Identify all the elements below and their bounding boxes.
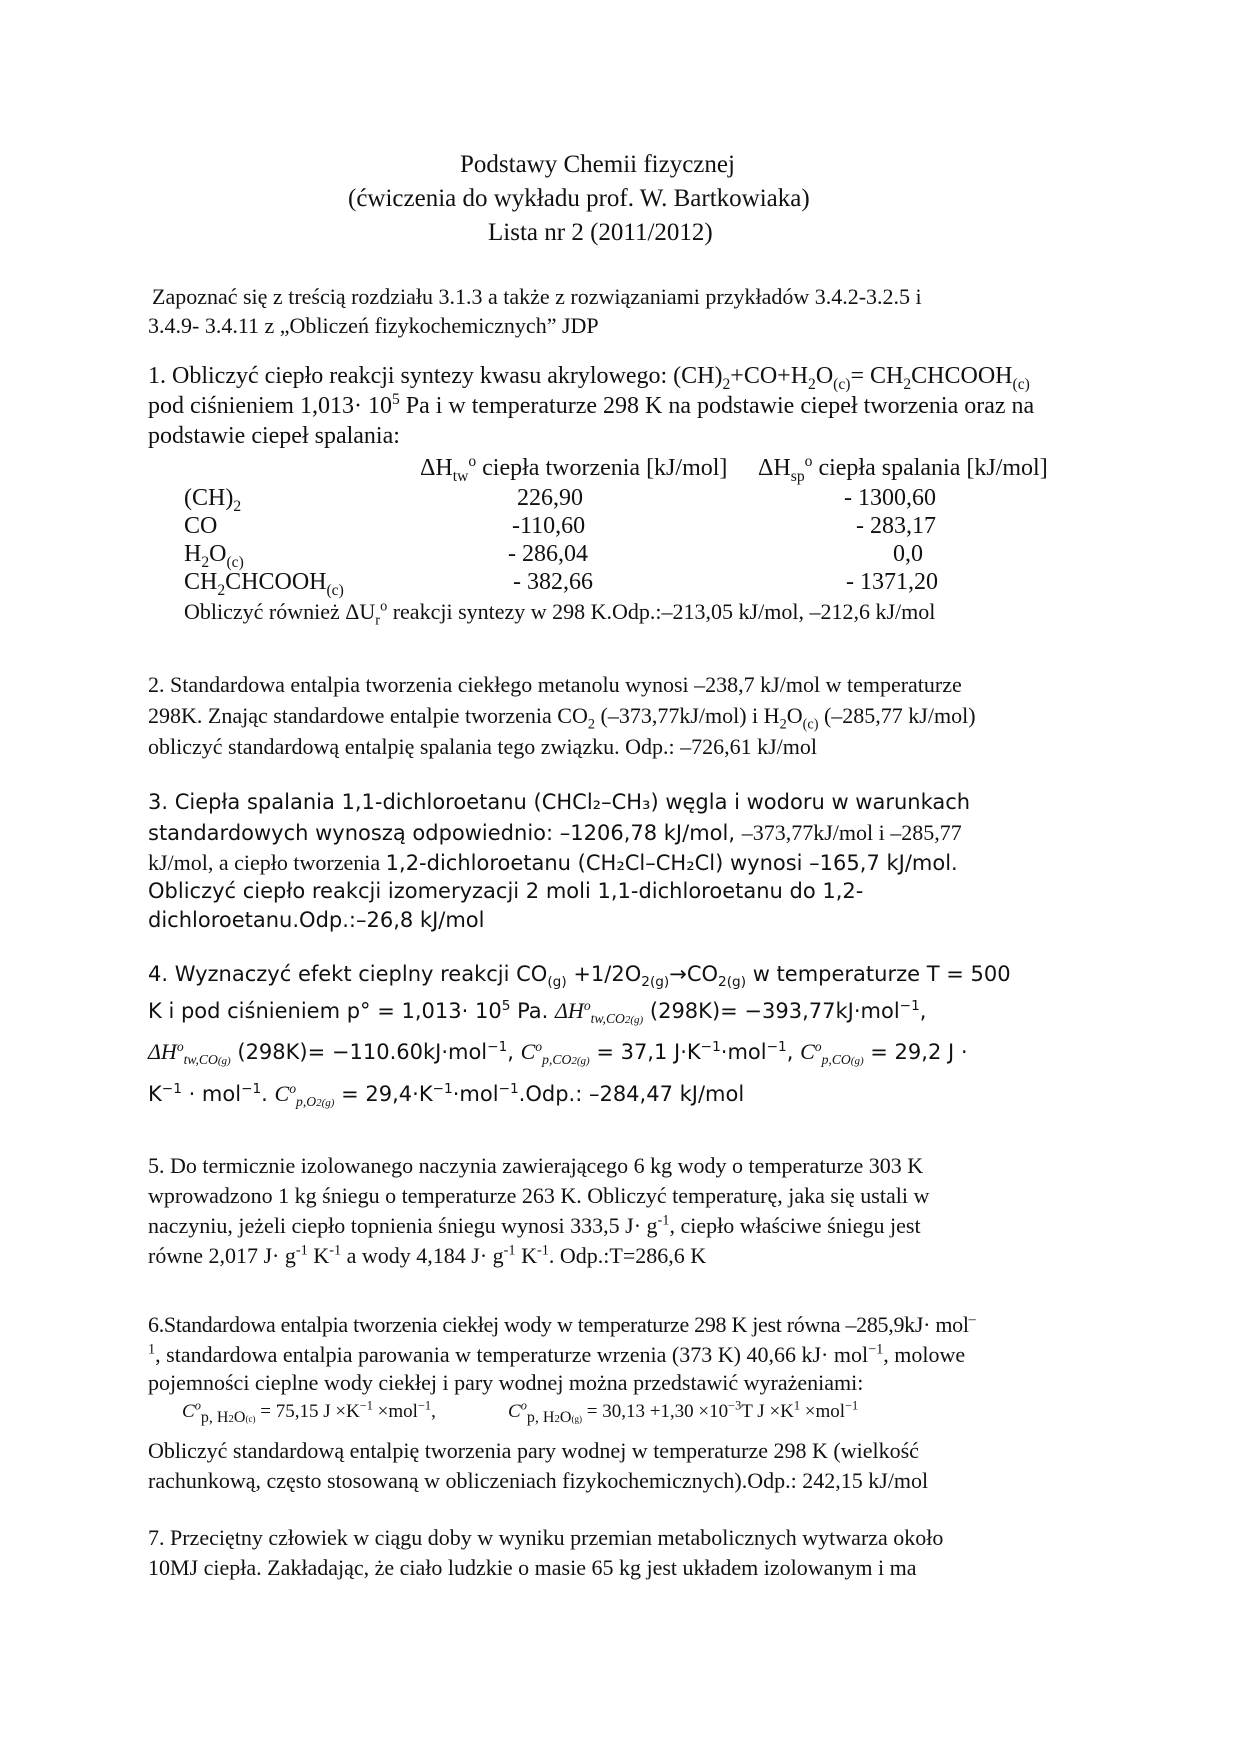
problem-4-line-1: 4. Wyznaczyć efekt cieplny reakcji $CO_{(g)} +1/2O_{2(g)}\to CO_{2(g)}$ w temperaturze T = 500 — [148, 962, 1011, 991]
problem-6-line-4: Obliczyć standardową entalpię tworzenia pary wodnej w temperaturze 298 K (wielkość — [148, 1438, 919, 1463]
problem-6-line-3: pojemności cieplne wody ciekłej i pary wodnej można przedstawić wyrażeniami: — [148, 1370, 864, 1395]
table-row-sp: - 283,17 — [856, 513, 936, 539]
problem-2-line-3: obliczyć standardową entalpię spalania tego związku. Odp.: –726,61 kJ/mol — [148, 734, 817, 759]
table-row-name: $H_2O_{(c)}$ — [184, 541, 244, 571]
title-line-2: (ćwiczenia do wykładu prof. W. Bartkowiaka) — [348, 185, 810, 212]
title-line-1: Podstawy Chemii fizycznej — [460, 151, 735, 178]
table-row-sp: - 1371,20 — [846, 569, 938, 595]
problem-7-line-1: 7. Przeciętny człowiek w ciągu doby w wyniku przemian metabolicznych wytwarza około — [148, 1525, 944, 1550]
problem-4-line-4: $K^{-1} \cdot mol^{-1}$. $C^o_{p,O2(g)} = 29,4\cdot K^{-1}\cdot mol^{-1}.Odp$.: –284,47 kJ/mol — [148, 1081, 745, 1110]
intro-line-2: 3.4.9- 3.4.11 z „Obliczeń fizykochemicznych” JDP — [148, 313, 599, 338]
table-row-tw: - 382,66 — [513, 569, 593, 595]
problem-1-line-3: podstawie ciepeł spalania: — [148, 423, 400, 449]
problem-6-line-1: 6.Standardowa entalpia tworzenia ciekłej wody w temperaturze 298 K jest równa –285,9kJ· mol– — [148, 1311, 976, 1337]
problem-3-line-2: standardowych wynoszą odpowiednio: –1206,78 kJ/mol, –373,77kJ/mol i –285,77 — [148, 820, 962, 845]
title-line-3: Lista nr 2 (2011/2012) — [488, 219, 713, 246]
table-header-combustion: $\Delta H_{sp}^o$ ciepła spalania [kJ/mol] — [758, 453, 1048, 485]
problem-3-line-4: Obliczyć ciepło reakcji izomeryzacji 2 moli 1,1-dichloroetanu do 1,2- — [148, 879, 864, 903]
problem-2-line-1: 2. Standardowa entalpia tworzenia ciekłego metanolu wynosi –238,7 kJ/mol w temperaturze — [148, 672, 962, 697]
problem-3-line-1: 3. Ciepła spalania 1,1-dichloroetanu (CHCl₂–CH₃) węgla i wodoru w warunkach — [148, 790, 971, 814]
problem-5-line-3: naczyniu, jeżeli ciepło topnienia śniegu wynosi 333,5 $J\cdot g^{-1}$, ciepło właściwe śniegu jest — [148, 1212, 921, 1238]
problem-6-line-5: rachunkową, często stosowaną w obliczeniach fizykochemicznych).Odp.: 242,15 kJ/mol — [148, 1468, 929, 1493]
table-row-sp: - 1300,60 — [844, 485, 936, 511]
table-row-tw: 226,90 — [517, 485, 583, 511]
problem-1-line-1: 1. Obliczyć ciepło reakcji syntezy kwasu akrylowego: $(CH)_2+CO+H_2O_{(c)}=$ $CH_2CHCOOH_{(c)}$ — [148, 363, 1030, 393]
problem-6-equation-2: $C^o_{p, H2O(g)} = 30,13 +1,30 \times 10^{-3}T$ $J \times K^1 \times mol^{-1}$ — [508, 1398, 859, 1426]
table-row-name: CO — [184, 513, 218, 539]
problem-5-line-1: 5. Do termicznie izolowanego naczynia zawierającego 6 kg wody o temperaturze 303 K — [148, 1153, 924, 1178]
problem-7-line-2: 10MJ ciepła. Zakładając, że ciało ludzkie o masie 65 kg jest układem izolowanym i ma — [148, 1555, 917, 1580]
table-row-sp: 0,0 — [893, 541, 923, 567]
problem-4-line-3: $\Delta H^o_{tw,CO(g)}$ (298K)= −110.60kJ·mol$^{-1}$, $C^o_{p,CO2(g)} = 37,1$ $J\cdot K^{-1}\cdot mol^{-1}$, $C^o_{p,CO(g)} = 29,2$ J · — [148, 1039, 968, 1068]
problem-5-line-4: równe 2,017 $J\cdot g^{-1}$ $K^{-1}$ a wody 4,184 $J\cdot g^{-1}$ $K^{-1}$. Odp.:T=286,6 K — [148, 1242, 707, 1268]
problem-4-line-2: K i pod ciśnieniem $p^\circ = 1,013\cdot 10^5$ Pa. $\Delta H^o_{tw,CO2(g)}$ (298K)= −393,77kJ·mol$^{-1}$, — [148, 998, 927, 1027]
problem-5-line-2: wprowadzono 1 kg śniegu o temperaturze 263 K. Obliczyć temperaturę, jaka się ustali w — [148, 1183, 930, 1208]
table-row-name: $(CH)_2$ — [184, 485, 242, 515]
intro-line-1: Zapoznać się z treścią rozdziału 3.1.3 a także z rozwiązaniami przykładów 3.4.2-3.2.5 i — [152, 284, 922, 309]
table-row-tw: -110,60 — [512, 513, 586, 539]
table-row-name: $CH_2CHCOOH_{(c)}$ — [184, 569, 344, 599]
problem-3-line-3: kJ/mol, a ciepło tworzenia 1,2-dichloroetanu (CH₂Cl–CH₂Cl) wynosi –165,7 kJ/mol. — [148, 850, 958, 875]
problem-2-line-2: 298K. Znając standardowe entalpie tworzenia $CO_2$ (–373,77kJ/mol) i $H_2O_{(c)}$ (–285,77 kJ/mol) — [148, 703, 976, 733]
table-header-formation: $\Delta H_{tw}^o$ ciepła tworzenia [kJ/mol] — [420, 453, 728, 485]
problem-6-line-2: $^1$, standardowa entalpia parowania w temperaturze wrzenia (373 K) 40,66 kJ· mol$^{-1}$, molowe — [148, 1341, 966, 1367]
table-row-tw: - 286,04 — [508, 541, 588, 567]
problem-1-footer: Obliczyć również $\Delta U_r^o$ reakcji syntezy w 298 K.Odp.:–213,05 kJ/mol, –212,6 kJ/mol — [184, 598, 936, 629]
problem-6-equation-1: $C^o_{p, H2O(c)} = 75,15$ $J \times K^{-1} \times mol^{-1}$, — [182, 1398, 436, 1426]
problem-3-line-5: dichloroetanu.Odp.:–26,8 kJ/mol — [148, 908, 485, 932]
problem-1-line-2: pod ciśnieniem $1,013\cdot 10^5$ Pa i w temperaturze 298 K na podstawie ciepeł tworzenia oraz na — [148, 391, 1035, 419]
